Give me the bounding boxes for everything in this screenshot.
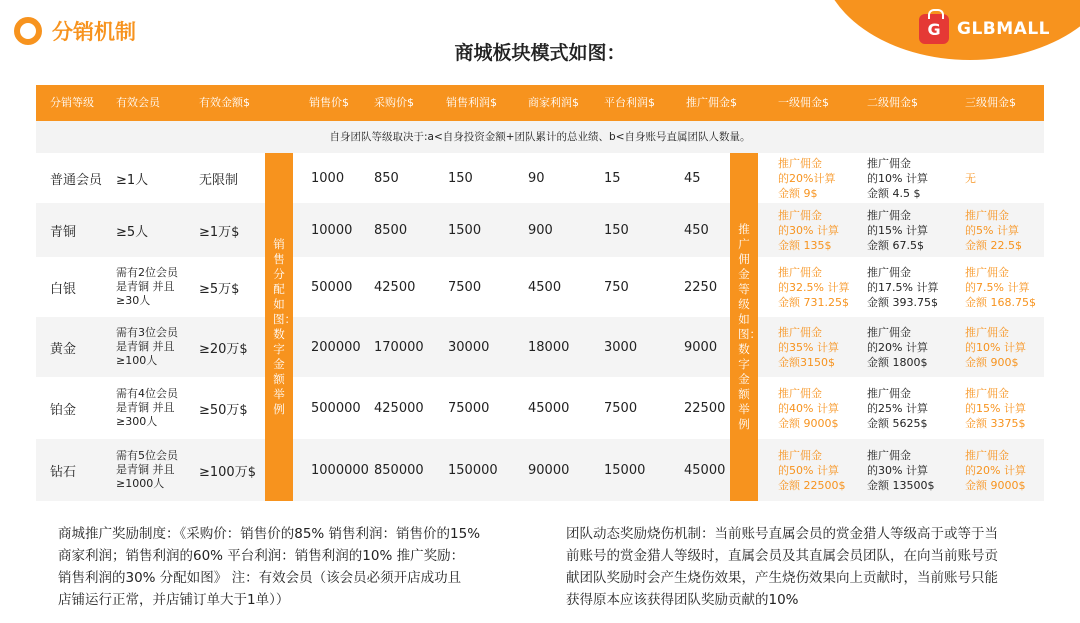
table-header	[36, 85, 1044, 121]
cell-promo: 9000	[684, 339, 718, 355]
cell-commission-c3	[965, 203, 1022, 257]
cell-promo: 2250	[684, 279, 718, 295]
commission-line: 金额 393.75$	[867, 295, 938, 309]
cell-commission-c3	[965, 153, 976, 203]
commission-line: 金额 9000$	[778, 416, 839, 430]
header-cell: 二级佣金$	[867, 96, 918, 109]
commission-line: 的25% 计算	[867, 401, 928, 415]
commission-line: 金额 3375$	[965, 416, 1026, 430]
cell-merchant-profit: 45000	[528, 400, 570, 416]
cell-merchant-profit: 90	[528, 170, 545, 186]
commission-line: 金额 731.25$	[778, 295, 849, 309]
commission-line: 推广佣金	[778, 208, 822, 222]
commission-line: 的50% 计算	[778, 463, 839, 477]
cell-amount: ≥5万$	[199, 281, 240, 297]
header-cell: 一级佣金$	[778, 96, 829, 109]
cell-commission-c2	[867, 377, 928, 439]
commission-line: 金额 13500$	[867, 478, 935, 492]
commission-line: 推广佣金	[778, 386, 822, 400]
cell-merchant-profit: 90000	[528, 462, 570, 478]
table-note: 自身团队等级取决于:a<自身投资金额+团队累计的总业绩、b<自身账号直属团队人数量。	[36, 121, 1044, 153]
table-row	[36, 317, 1044, 377]
commission-line: 推广佣金	[778, 156, 822, 170]
cell-purchase: 850000	[374, 462, 424, 478]
table-row	[36, 257, 1044, 317]
commission-line: 金额 135$	[778, 238, 832, 252]
commission-line: 推广佣金	[867, 448, 911, 462]
cell-members: 需有5位会员 是青铜 并且 ≥1000人	[116, 449, 178, 490]
commission-line: 的35% 计算	[778, 340, 839, 354]
header-cell: 商家利润$	[528, 96, 579, 109]
cell-level: 普通会员	[50, 172, 103, 188]
table-row	[36, 153, 1044, 203]
cell-commission-c2	[867, 317, 928, 377]
cell-commission-c1	[778, 317, 839, 377]
sales-distribution-label-bar: 销售分配如图：数字金额举例	[265, 153, 293, 501]
cell-sale: 50000	[311, 279, 353, 295]
section-title-text: 分销机制	[52, 20, 136, 44]
commission-line: 推广佣金	[778, 448, 822, 462]
cell-merchant-profit: 4500	[528, 279, 562, 295]
cell-promo: 22500	[684, 400, 726, 416]
cell-purchase: 170000	[374, 339, 424, 355]
cell-purchase: 850	[374, 170, 399, 186]
commission-line: 金额 9000$	[965, 478, 1026, 492]
cell-sale: 10000	[311, 222, 353, 238]
commission-line: 的20% 计算	[965, 463, 1026, 477]
table-row	[36, 203, 1044, 257]
header-cell: 销售利润$	[446, 96, 497, 109]
cell-commission-c1	[778, 257, 849, 317]
header-cell: 推广佣金$	[686, 96, 737, 109]
commission-line: 金额 4.5 $	[867, 186, 921, 200]
cell-commission-c2	[867, 439, 935, 501]
cell-merchant-profit: 900	[528, 222, 553, 238]
table-row	[36, 439, 1044, 501]
commission-line: 推广佣金	[965, 325, 1009, 339]
cell-platform-profit: 750	[604, 279, 629, 295]
shopping-bag-icon: G	[919, 14, 949, 44]
commission-line: 的7.5% 计算	[965, 280, 1030, 294]
commission-line: 推广佣金	[867, 386, 911, 400]
cell-members: ≥1人	[116, 172, 149, 188]
commission-line: 推广佣金	[867, 265, 911, 279]
cell-sale: 200000	[311, 339, 361, 355]
cell-level: 白银	[50, 281, 77, 297]
commission-line: 金额3150$	[778, 355, 835, 369]
table-row	[36, 377, 1044, 439]
page-title: 商城板块模式如图：	[454, 42, 626, 64]
cell-sales-profit: 30000	[448, 339, 490, 355]
footer-left-text: 商城推广奖励制度：《采购价：销售价的85% 销售利润：销售价的15% 商家利润；销售利润的60% 平台利润：销售利润的10% 推广奖励： 销售利润的30% 分配如图》 注：有效会员（该会员必须开店成功且 店铺运行正常，并店铺订单大于1单））	[58, 526, 481, 608]
commission-line: 推广佣金	[867, 156, 911, 170]
distribution-table	[36, 85, 1044, 501]
cell-level: 铂金	[50, 402, 77, 418]
commission-line: 推广佣金	[778, 325, 822, 339]
commission-line: 的30% 计算	[867, 463, 928, 477]
cell-commission-c1	[778, 203, 839, 257]
commission-line: 的15% 计算	[965, 401, 1026, 415]
header-cell: 有效金额$	[199, 96, 250, 109]
header-cell: 三级佣金$	[965, 96, 1016, 109]
cell-amount: ≥20万$	[199, 341, 248, 357]
cell-amount: ≥1万$	[199, 224, 240, 240]
commission-line: 金额 168.75$	[965, 295, 1036, 309]
cell-level: 青铜	[50, 224, 77, 240]
header-cell: 平台利润$	[604, 96, 655, 109]
cell-sale: 1000000	[311, 462, 369, 478]
cell-platform-profit: 150	[604, 222, 629, 238]
cell-sales-profit: 150000	[448, 462, 498, 478]
commission-line: 的32.5% 计算	[778, 280, 850, 294]
commission-line: 推广佣金	[867, 208, 911, 222]
table-body	[36, 153, 1044, 501]
commission-line: 金额 900$	[965, 355, 1019, 369]
brand-name: GLBMALL	[957, 19, 1050, 39]
cell-commission-c3	[965, 257, 1036, 317]
commission-line: 金额 22500$	[778, 478, 846, 492]
commission-level-label-bar: 推广佣金等级如图：数字金额举例	[730, 153, 758, 501]
cell-members: 需有4位会员 是青铜 并且 ≥300人	[116, 387, 178, 428]
header-cell: 销售价$	[309, 96, 349, 109]
cell-platform-profit: 3000	[604, 339, 638, 355]
cell-purchase: 425000	[374, 400, 424, 416]
commission-line: 的17.5% 计算	[867, 280, 939, 294]
cell-sale: 1000	[311, 170, 345, 186]
commission-line: 推广佣金	[867, 325, 911, 339]
cell-promo: 45	[684, 170, 701, 186]
cell-members: ≥5人	[116, 224, 149, 240]
commission-line: 金额 9$	[778, 186, 818, 200]
cell-sale: 500000	[311, 400, 361, 416]
cell-commission-c2	[867, 257, 938, 317]
cell-sales-profit: 1500	[448, 222, 482, 238]
commission-line: 推广佣金	[965, 386, 1009, 400]
cell-amount: ≥100万$	[199, 464, 256, 480]
cell-members: 需有2位会员 是青铜 并且 ≥30人	[116, 266, 178, 307]
cell-purchase: 8500	[374, 222, 408, 238]
cell-amount: ≥50万$	[199, 402, 248, 418]
commission-line: 的20%计算	[778, 171, 836, 185]
commission-line: 金额 5625$	[867, 416, 928, 430]
commission-line: 的40% 计算	[778, 401, 839, 415]
cell-sales-profit: 7500	[448, 279, 482, 295]
cell-commission-c1	[778, 377, 839, 439]
commission-line: 的20% 计算	[867, 340, 928, 354]
cell-commission-c2	[867, 203, 928, 257]
header-cell: 采购价$	[374, 96, 414, 109]
commission-line: 推广佣金	[965, 265, 1009, 279]
commission-line: 推广佣金	[778, 265, 822, 279]
cell-level: 钻石	[50, 464, 77, 480]
cell-platform-profit: 15	[604, 170, 621, 186]
cell-amount: 无限制	[199, 172, 239, 188]
commission-line: 金额 67.5$	[867, 238, 924, 252]
cell-promo: 450	[684, 222, 709, 238]
commission-line: 金额 1800$	[867, 355, 928, 369]
cell-commission-c3	[965, 439, 1026, 501]
commission-line: 的10% 计算	[965, 340, 1026, 354]
cell-commission-c1	[778, 153, 835, 203]
cell-commission-c2	[867, 153, 928, 203]
header-cell: 分销等级	[50, 96, 94, 109]
cell-merchant-profit: 18000	[528, 339, 570, 355]
cell-level: 黄金	[50, 341, 77, 357]
commission-line: 的30% 计算	[778, 223, 839, 237]
cell-commission-c3	[965, 317, 1026, 377]
commission-line: 的10% 计算	[867, 171, 928, 185]
cell-sales-profit: 75000	[448, 400, 490, 416]
cell-members: 需有3位会员 是青铜 并且 ≥100人	[116, 326, 178, 367]
commission-line: 无	[965, 171, 976, 185]
commission-line: 金额 22.5$	[965, 238, 1022, 252]
commission-line: 推广佣金	[965, 448, 1009, 462]
footer-right-text: 团队动态奖励烧伤机制：当前账号直属会员的赏金猎人等级高于或等于当 前账号的赏金猎人等级时，直属会员及其直属会员团队，在向当前账号贡 献团队奖励时会产生烧伤效果，产生烧伤效果向上贡献时，当前账号只能 获得原本应该获得团队奖励贡献的10%	[566, 526, 998, 608]
commission-line: 的15% 计算	[867, 223, 928, 237]
commission-line: 推广佣金	[965, 208, 1009, 222]
cell-sales-profit: 150	[448, 170, 473, 186]
cell-commission-c3	[965, 377, 1026, 439]
commission-line: 的5% 计算	[965, 223, 1019, 237]
cell-promo: 45000	[684, 462, 726, 478]
cell-platform-profit: 7500	[604, 400, 638, 416]
cell-purchase: 42500	[374, 279, 416, 295]
header-cell: 有效会员	[116, 96, 160, 109]
cell-platform-profit: 15000	[604, 462, 646, 478]
cell-commission-c1	[778, 439, 846, 501]
